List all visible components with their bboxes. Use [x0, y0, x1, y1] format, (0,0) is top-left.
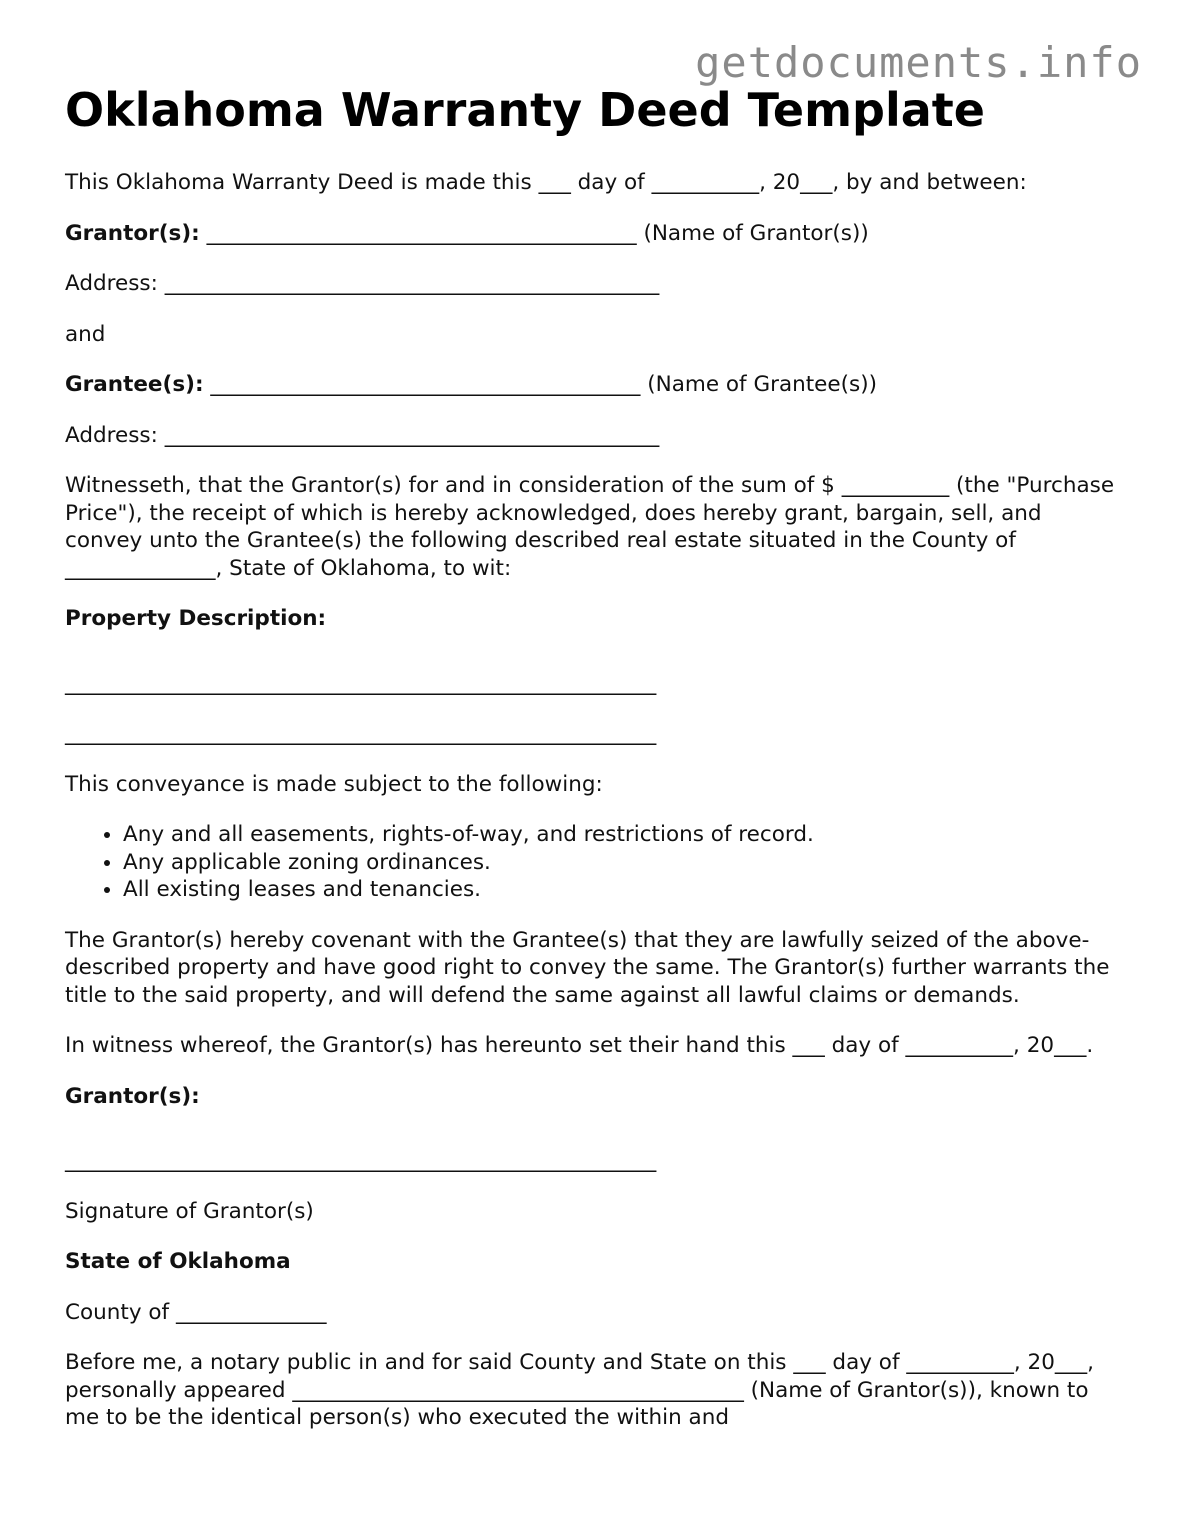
notary-paragraph: Before me, a notary public in and for said County and State on this ___ day of __________, 20___, personally appeared __________________________________________ (Name of Grantor(s)), known to me to be the identical person(s) who executed the within and	[65, 1350, 1094, 1430]
grantor-address: Address: ______________________________________________	[65, 271, 660, 296]
signature-caption: Signature of Grantor(s)	[65, 1198, 314, 1224]
grantor-sign-heading: Grantor(s):	[65, 1083, 200, 1109]
grantor-row	[65, 220, 1125, 248]
document-body	[65, 169, 1125, 1455]
property-line-1: _______________________________________________________	[65, 670, 657, 696]
conditions-list	[65, 821, 1125, 904]
covenant-paragraph: The Grantor(s) hereby covenant with the Grantee(s) that they are lawfully seized of the above-described property and have good right to convey the same. The Grantor(s) further warrants the title to the said property, and will defend the same against all lawful claims or demands.	[65, 927, 1110, 1008]
signature-line: _______________________________________________________	[65, 1148, 657, 1173]
signature-spacer	[65, 1133, 1125, 1147]
subject-intro: This conveyance is made subject to the following:	[65, 771, 603, 797]
in-witness-paragraph: In witness whereof, the Grantor(s) has hereunto set their hand this ___ day of __________, 20___.	[65, 1033, 1094, 1058]
grantor-label: Grantor(s):	[65, 220, 200, 246]
grantor-field: ________________________________________ (Name of Grantor(s))	[206, 220, 869, 246]
list-item: • All existing leases and tenancies.	[123, 876, 1125, 904]
property-line-2: _______________________________________________________	[65, 721, 657, 746]
witnesseth-paragraph: Witnesseth, that the Grantor(s) for and in consideration of the sum of $ __________ (the "Purchase Price"), the receipt of which is hereby acknowledged, does hereby grant, bargain, sell, and convey unto the Grantee(s) the following described real estate situated in the County of ______________, State of Oklahoma, to wit:	[65, 473, 1115, 581]
property-heading: Property Description:	[65, 606, 327, 631]
county-line: County of ______________	[65, 1299, 327, 1325]
list-item: • Any applicable zoning ordinances.	[123, 849, 1125, 877]
grantee-row	[65, 371, 1125, 399]
grantee-address: Address: ______________________________________________	[65, 422, 660, 448]
grantee-label: Grantee(s):	[65, 372, 204, 397]
and-text: and	[65, 321, 106, 347]
property-spacer	[65, 656, 1125, 670]
intro-paragraph: This Oklahoma Warranty Deed is made this ___ day of __________, 20___, by and between:	[65, 170, 1027, 195]
watermark-logo: getdocuments.info	[695, 38, 1142, 87]
list-item: • Any and all easements, rights-of-way, and restrictions of record.	[123, 821, 1125, 849]
document-title: Oklahoma Warranty Deed Template	[65, 83, 985, 137]
grantee-field: ________________________________________ (Name of Grantee(s))	[210, 372, 878, 397]
state-heading: State of Oklahoma	[65, 1249, 291, 1274]
